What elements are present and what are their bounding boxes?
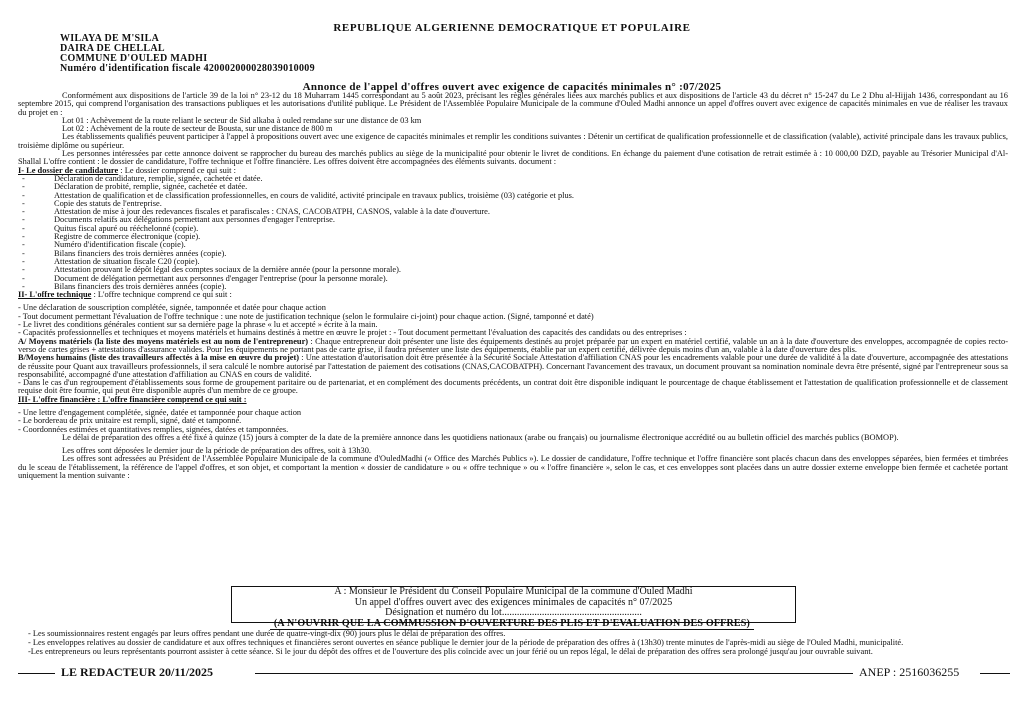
- list-item: - Le bordereau de prix unitaire est rempli, signé, daté et tamponné.: [18, 416, 242, 426]
- eligibility-paragraph: Les établissements qualifiés peuvent participer à l'appel à propositions ouvert avec une exigence de capacités minimales et remplir les conditions suivantes : Détenir un certificat de qualification professionnelle et de classification (valable), activité principale dans les travaux publics, troisième diplôme ou supérieur.: [18, 132, 1008, 150]
- commune-line: COMMUNE D'OULED MADHI: [60, 53, 208, 64]
- wilaya-line: WILAYA DE M'SILA: [60, 33, 160, 44]
- section1-heading: I- Le dossier de candidature: [18, 165, 119, 175]
- list-item: - Quitus fiscal apuré ou rééchelonné (copie).: [18, 225, 1008, 233]
- closing-notes: [28, 630, 1006, 656]
- box-warning: [30, 618, 994, 629]
- delay-paragraph: Le délai de préparation des offres a été fixé à quinze (15) jours à compter de la date de la première annonce dans les quotidiens nationaux (arabe ou français) ou journalisme électronique accrédité ou au bulletin officiel des marchés publics (BOMOP).: [62, 432, 899, 442]
- lot-1: Lot 01 : Achèvement de la route reliant le secteur de Sid alkaba à ouled remdane sur une distance de 03 km: [62, 115, 422, 125]
- daira-line: DAIRA DE CHELLAL: [60, 43, 165, 54]
- grouping-paragraph: - Dans le cas d'un regroupement d'établissements sous forme de groupement paritaire ou de partenariat, et en complément des documents précédents, un contrat doit être disponible indiquant le pourcentage de chaque établissement et l'attestation de qualification professionnelle et de classement requise doit être fournie, qui peut être disponible auprès d'un membre de ce groupe.: [18, 378, 1008, 396]
- fiscal-id-line: Numéro d'identification fiscale 420002000028039010009: [60, 63, 315, 74]
- list-item: - Le livret des conditions générales contient sur sa dernière page la phrase « lu et accepté » écrite à la main.: [18, 320, 378, 330]
- list-item: - Capacités professionnelles et techniques et moyens matériels et humains destinés à mettre en œuvre le projet : - Tout document permettant l'évaluation des capacités des candidats ou des entreprises :: [18, 328, 687, 338]
- list-item: - Déclaration de probité, remplie, signée, cachetée et datée.: [18, 183, 1008, 191]
- list-item: - Copie des statuts de l'entreprise.: [18, 200, 1008, 208]
- list-item: - Bilans financiers des trois dernières années (copie).: [18, 250, 1008, 258]
- anep-reference: ANEP : 2516036255: [853, 665, 965, 680]
- announcement-body: [18, 92, 1008, 480]
- list-item: - Documents relatifs aux délégations permettant aux personnes d'engager l'entreprise.: [18, 216, 1008, 224]
- list-item: - Attestation de qualification et de classification professionnelles, en cours de validité, activité principale en travaux publics, troisième (03) catégorie et plus.: [18, 192, 1008, 200]
- box-line-2: Un appel d'offres ouvert avec des exigences minimales de capacités n° 07/2025: [354, 596, 673, 608]
- republic-title: REPUBLIQUE ALGERIENNE DEMOCRATIQUE ET POPULAIRE: [333, 22, 691, 34]
- closing-note: - Les soumissionnaires restent engagés par leurs offres pendant une durée de quatre-vingt-dix (90) jours plus le délai de préparation des offres.: [28, 629, 506, 638]
- section1-heading-rest: : Le dossier comprend ce qui suit :: [118, 165, 236, 175]
- lot-2: Lot 02 : Achèvement de la route de secteur de Bousta, sur une distance de 800 m: [62, 124, 333, 134]
- box-warning-text: (A N'OUVRIR QUE LA COMMUSSION D'OUVERTURE DES PLIS ET D'EVALUATION DES OFFRES): [270, 618, 754, 630]
- list-item: - Coordonnées estimées et quantitatives remplies, signées, datées et tamponnées.: [18, 424, 289, 434]
- list-item: - Tout document permettant l'évaluation de l'offre technique : une note de justification technique (selon le formulaire ci-joint) pour chaque action. (Signé, tamponné et daté): [18, 311, 594, 321]
- withdrawal-paragraph: Les personnes intéressées par cette annonce doivent se rapprocher du bureau des marchés publics au siège de la municipalité pour obtenir le livret de conditions. En échange du paiement d'une cotisation de retrait estimée à : 10 000,00 DZD, payable au Trésorier Municipal d'Al-Shallal L'offre contient : le dossier de candidature, l'offre technique et l'offre financière. Les offres doivent être accompagnées des éléments suivants. document :: [18, 149, 1008, 167]
- box-line-3: Désignation et numéro du lot........................................................: [385, 607, 642, 618]
- announcement-title: Annonce de l'appel d'offres ouvert avec exigence de capacités minimales n° :07/2025: [302, 81, 722, 93]
- intro-paragraph: Conformément aux dispositions de l'article 39 de la loi n° 23-12 du 18 Muharram 1445 correspondant au 5 août 2023, précisant les règles générales liées aux marchés publics et aux dispositions de l'article 43 du décret n° 15-247 du Le 2 Dhu al-Hijjah 1436, correspondant au 16 septembre 2015, qui comprend l'organisation des transactions publiques et les autorisations d'utilité publique. Le Président de l'Assemblée Populaire Municipale de la commune d'Ouled Madhi annonce un appel d'offres ouvert avec exigence de capacités minimales en vue de réaliser les travaux du projet en :: [18, 91, 1008, 117]
- section3-heading: III- L'offre financière : L'offre financière comprend ce qui suit :: [18, 394, 247, 404]
- list-item: - Déclaration de candidature, remplie, signée, cachetée et datée.: [18, 175, 1008, 183]
- list-item: - Bilans financiers des trois dernières années (copie).: [18, 283, 1008, 291]
- list-item: - Attestation de situation fiscale C20 (copie).: [18, 258, 1008, 266]
- footer-rule-middle: [255, 673, 855, 674]
- section2-heading-rest: : L'offre technique comprend ce qui suit :: [91, 290, 232, 300]
- box-line-1: A : Monsieur le Président du Conseil Populaire Municipal de la commune d'Ouled Madhi: [334, 586, 693, 597]
- human-means-text: : Une attestation d'autorisation doit être présentée à la Sécurité Sociale Attestation d'affiliation CNAS pour les encadrements valable pour une durée de validité à la date d'ouverture, accompagnée des attestations de réussite pour Quant aux travailleurs professionnels, il sera calculé le nombre autorisé par l'attestation de paiement des cotisations (CNAS,CACOBATPH). Concernant l'avancement des travaux, un document prouvant sa nomination nominale devra être présenté, signé par l'entrepreneur sous sa responsabilité, accompagné d'une attestation d'affiliation au CNAS en cours de validité.: [18, 353, 1008, 379]
- section1-list: [18, 175, 1008, 291]
- list-item: - Attestation de mise à jour des redevances fiscales et parafiscales : CNAS, CACOBATPH, CASNOS, valable à la date d'ouverture.: [18, 208, 1008, 216]
- footer-rule-left: [18, 673, 58, 674]
- list-item: - Numéro d'identification fiscale (copie).: [18, 241, 1008, 249]
- human-means: [18, 354, 1008, 379]
- list-item: - Registre de commerce électronique (copie).: [18, 233, 1008, 241]
- human-means-label: B/Moyens humains (liste des travailleurs affectés à la mise en œuvre du projet): [18, 353, 300, 363]
- section2-heading-line: [18, 291, 1008, 299]
- section2-heading: II- L'offre technique: [18, 290, 92, 300]
- closing-note: - Les enveloppes relatives au dossier de candidature et aux offres techniques et financières seront ouvertes en séance publique le dernier jour de la période de préparation des offres à (13h30) trente minutes de l'après-midi au siège de l'Ouled Madhi, municipalité.: [28, 637, 904, 647]
- closing-note: -Les entrepreneurs ou leurs représentants pourront assister à cette séance. Si le jour du dépôt des offres et de l'ouverture des plis coïncide avec un jour férié ou un repos légal, le délai de préparation des offres sera prolongé jusqu'au jour ouvrable suivant.: [28, 646, 873, 656]
- list-item: - Une déclaration de souscription complétée, signée, tamponnée et datée pour chaque action: [18, 303, 326, 313]
- footer-rule-right: [980, 673, 1010, 674]
- list-item: - Document de délégation permettant aux personnes d'engager l'entreprise (pour la personne morale).: [18, 275, 1008, 283]
- deposit-paragraph: Les offres sont déposées le dernier jour de la période de préparation des offres, soit à 13h30.: [62, 446, 371, 456]
- list-item: - Attestation prouvant le dépôt légal des comptes sociaux de la dernière année (pour la personne morale).: [18, 266, 1008, 274]
- list-item: - Une lettre d'engagement complétée, signée, datée et tamponnée pour chaque action: [18, 407, 302, 417]
- material-means-label: A/ Moyens matériels (la liste des moyens matériels est au nom de l'entrepreneur): [18, 336, 309, 346]
- material-means-text: : Chaque entrepreneur doit présenter une liste des équipements destinés au projet préparée par un expert en matériel certifié, valable un an à la date d'ouverture des enveloppes, accompagnée de copies recto-verso de cartes grises + attestations d'assurance valides. Pour les équipements ne portant pas de carte grise, il faudra présenter une liste des équipements, établie par un expert certifié, délivrée depuis moins d'un an, valable à la date d'ouverture des plis.: [18, 336, 1008, 354]
- address-paragraph: Les offres sont adressées au Président de l'Assemblée Populaire Municipale de la commune d'OuledMadhi (« Office des Marchés Publics »). Le dossier de candidature, l'offre technique et l'offre financière sont placés chacun dans des enveloppes séparées, bien fermées et timbrées du le sceau de l'établissement, la référence de l'appel d'offres, et son objet, et comportant la mention « dossier de candidature » ou « offre technique » ou « l'offre financière », selon le cas, et ces enveloppes sont placées dans un autre dossier externe enveloppe bien fermée et cachetée portant uniquement la mention suivante :: [18, 454, 1008, 481]
- issuer-block: [60, 34, 315, 74]
- redacteur-signature: LE REDACTEUR 20/11/2025: [55, 665, 219, 680]
- material-means: [18, 338, 1008, 355]
